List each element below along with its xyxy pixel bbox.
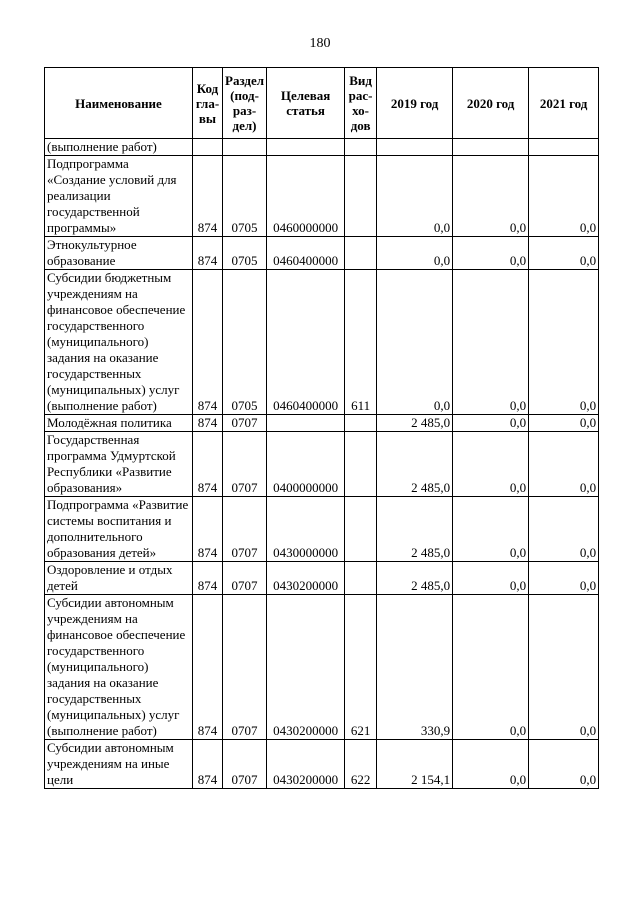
cell-name: Молодёжная политика (45, 415, 193, 432)
header-name: Наименование (45, 68, 193, 139)
header-2021: 2021 год (529, 68, 599, 139)
cell-2021: 0,0 (529, 415, 599, 432)
cell-statya: 0460400000 (267, 270, 345, 415)
table-row (45, 497, 599, 562)
cell-2019: 2 485,0 (377, 415, 453, 432)
cell-glava: 874 (193, 415, 223, 432)
cell-2019: 2 154,1 (377, 740, 453, 789)
table-row (45, 270, 599, 415)
cell-statya: 0460400000 (267, 237, 345, 270)
cell-name: Субсидии автономным учреждениям на иные цели (45, 740, 193, 789)
cell-2021: 0,0 (529, 497, 599, 562)
cell-2019: 2 485,0 (377, 562, 453, 595)
cell-razdel: 0707 (223, 497, 267, 562)
budget-table (44, 67, 599, 789)
cell-2019: 2 485,0 (377, 497, 453, 562)
cell-2020: 0,0 (453, 497, 529, 562)
table-row (45, 562, 599, 595)
cell-statya: 0430000000 (267, 497, 345, 562)
cell-statya (267, 415, 345, 432)
table-row (45, 139, 599, 156)
cell-2019: 0,0 (377, 156, 453, 237)
table-header-row (45, 68, 599, 139)
header-razdel: Раздел (под- раз- дел) (223, 68, 267, 139)
cell-statya: 0430200000 (267, 595, 345, 740)
cell-vid (345, 156, 377, 237)
cell-2020: 0,0 (453, 740, 529, 789)
table-row (45, 156, 599, 237)
table-row (45, 432, 599, 497)
cell-glava: 874 (193, 562, 223, 595)
cell-2021: 0,0 (529, 432, 599, 497)
header-vid: Вид рас- хо- дов (345, 68, 377, 139)
cell-2020: 0,0 (453, 237, 529, 270)
cell-2021: 0,0 (529, 270, 599, 415)
cell-vid (345, 237, 377, 270)
cell-name: Этнокультурное образование (45, 237, 193, 270)
cell-name: Государственная программа Удмуртской Республики «Развитие образования» (45, 432, 193, 497)
cell-2020: 0,0 (453, 270, 529, 415)
cell-statya (267, 139, 345, 156)
cell-glava: 874 (193, 595, 223, 740)
cell-2020 (453, 139, 529, 156)
cell-2019: 2 485,0 (377, 432, 453, 497)
cell-razdel: 0707 (223, 595, 267, 740)
cell-glava: 874 (193, 497, 223, 562)
cell-2021: 0,0 (529, 156, 599, 237)
cell-statya: 0430200000 (267, 562, 345, 595)
cell-2020: 0,0 (453, 415, 529, 432)
page-number: 180 (309, 36, 331, 51)
cell-2020: 0,0 (453, 595, 529, 740)
cell-statya: 0460000000 (267, 156, 345, 237)
cell-glava: 874 (193, 270, 223, 415)
cell-razdel: 0707 (223, 432, 267, 497)
cell-glava: 874 (193, 156, 223, 237)
table-row (45, 415, 599, 432)
cell-name: Оздоровление и отдых детей (45, 562, 193, 595)
header-2020: 2020 год (453, 68, 529, 139)
cell-vid (345, 415, 377, 432)
cell-razdel: 0705 (223, 237, 267, 270)
cell-2019 (377, 139, 453, 156)
cell-2019: 0,0 (377, 237, 453, 270)
cell-2021: 0,0 (529, 595, 599, 740)
cell-razdel: 0707 (223, 740, 267, 789)
cell-glava: 874 (193, 432, 223, 497)
cell-name: (выполнение работ) (45, 139, 193, 156)
cell-vid (345, 497, 377, 562)
cell-2020: 0,0 (453, 432, 529, 497)
cell-2021: 0,0 (529, 237, 599, 270)
header-glava: Код гла- вы (193, 68, 223, 139)
cell-2020: 0,0 (453, 562, 529, 595)
cell-glava: 874 (193, 237, 223, 270)
cell-vid (345, 562, 377, 595)
header-2019: 2019 год (377, 68, 453, 139)
cell-2019: 330,9 (377, 595, 453, 740)
cell-razdel: 0705 (223, 270, 267, 415)
cell-glava (193, 139, 223, 156)
cell-name: Субсидии автономным учреждениям на финансовое обеспечение государственного (муниципального) задания на оказание государственных (муниципальных) услуг (выполнение работ) (45, 595, 193, 740)
cell-razdel (223, 139, 267, 156)
cell-2019: 0,0 (377, 270, 453, 415)
cell-2020: 0,0 (453, 156, 529, 237)
cell-name: Подпрограмма «Создание условий для реализации государственной программы» (45, 156, 193, 237)
cell-vid (345, 432, 377, 497)
cell-statya: 0430200000 (267, 740, 345, 789)
table-row (45, 740, 599, 789)
cell-vid: 611 (345, 270, 377, 415)
cell-razdel: 0707 (223, 415, 267, 432)
cell-razdel: 0707 (223, 562, 267, 595)
cell-razdel: 0705 (223, 156, 267, 237)
cell-vid: 622 (345, 740, 377, 789)
header-statya: Целевая статья (267, 68, 345, 139)
cell-statya: 0400000000 (267, 432, 345, 497)
cell-vid: 621 (345, 595, 377, 740)
table-row (45, 237, 599, 270)
table-row (45, 595, 599, 740)
cell-vid (345, 139, 377, 156)
cell-name: Подпрограмма «Развитие системы воспитания и дополнительного образования детей» (45, 497, 193, 562)
cell-glava: 874 (193, 740, 223, 789)
cell-2021: 0,0 (529, 740, 599, 789)
cell-name: Субсидии бюджетным учреждениям на финансовое обеспечение государственного (муниципального) задания на оказание государственных (муниципальных) услуг (выполнение работ) (45, 270, 193, 415)
cell-2021 (529, 139, 599, 156)
cell-2021: 0,0 (529, 562, 599, 595)
